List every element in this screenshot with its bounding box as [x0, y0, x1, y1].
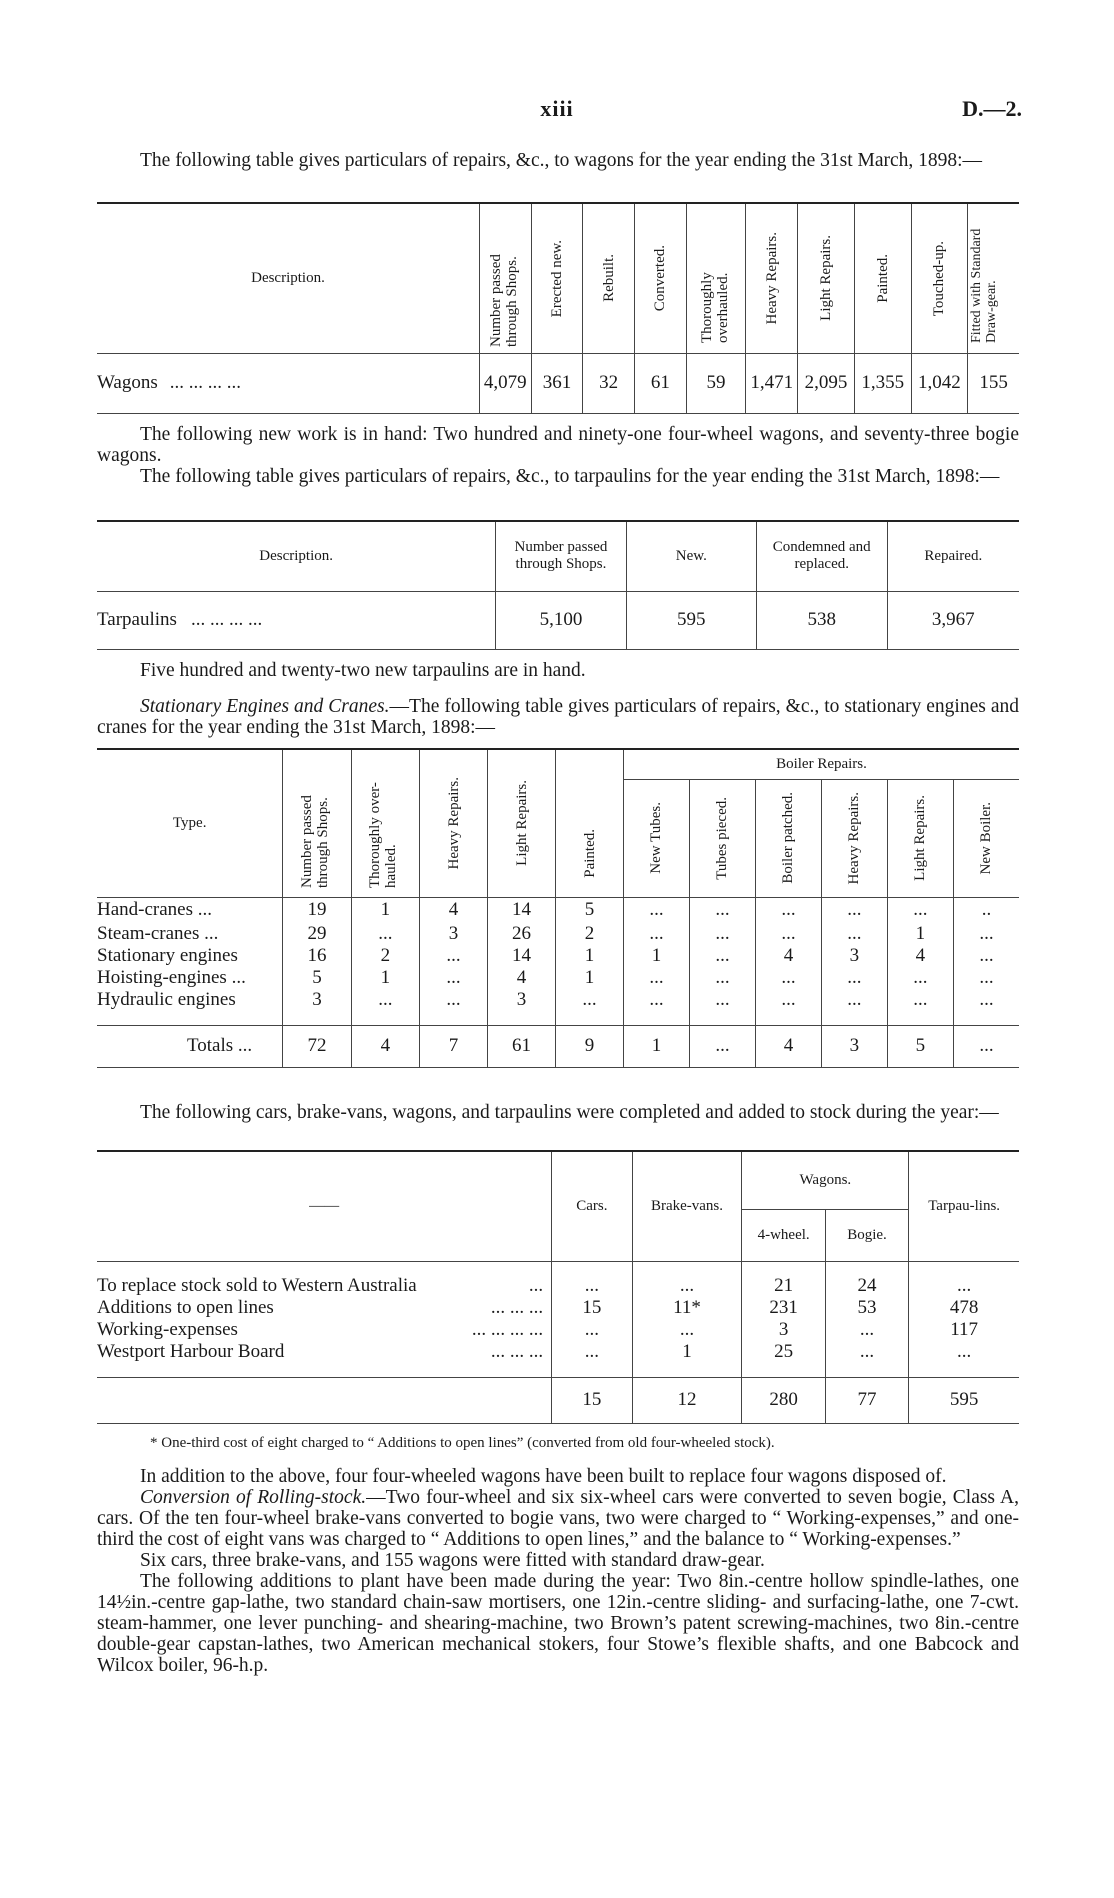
stat-cell: 1: [556, 945, 624, 967]
stock-total-cell: 15: [552, 1377, 632, 1423]
wagons-val-touched: 1,042: [911, 353, 968, 413]
stock-intro-text: The following cars, brake-vans, wagons, and tarpaulins were completed and added to stock during the year:—: [140, 1102, 999, 1123]
wagons-row-leaders: ... ... ... ...: [169, 372, 241, 393]
tarpaulins-row: [97, 591, 1019, 649]
conversion-heading: Conversion of Rolling-stock.: [140, 1487, 367, 1508]
wagons-col-drawgear: Fitted with Standard Draw-gear.: [968, 228, 999, 344]
stat-total-cell: 72: [283, 1025, 351, 1067]
stat-col-type: Type.: [97, 749, 283, 897]
stat-col-light: Light Repairs.: [513, 780, 530, 867]
wagons-val-painted: 1,355: [854, 353, 911, 413]
stat-col-boiler-group: Boiler Repairs.: [623, 749, 1019, 779]
wagons-col-erected: Erected new.: [548, 239, 565, 317]
stock-col-brake-vans: Brake-vans.: [632, 1151, 742, 1261]
stat-cell: ...: [953, 945, 1019, 967]
stock-total-cell: 77: [825, 1377, 908, 1423]
stat-cell: ...: [755, 967, 821, 989]
stock-table-row: [97, 1319, 1019, 1341]
stat-row-label: Hydraulic engines: [97, 989, 236, 1010]
stock-cell: ...: [825, 1319, 908, 1341]
stock-totals-row: [97, 1377, 1019, 1423]
stat-col-heavy: Heavy Repairs.: [445, 777, 462, 870]
stat-col-boiler-heavy: Heavy Repairs.: [846, 791, 863, 885]
stock-cell: ...: [552, 1275, 632, 1297]
stat-cell: ...: [887, 897, 953, 923]
stock-row-lead: ... ... ... ...: [471, 1319, 544, 1340]
stat-table-row: [97, 923, 1019, 945]
stationary-heading: Stationary Engines and Cranes.: [140, 696, 390, 717]
stat-col-painted: Painted.: [581, 828, 598, 878]
stock-cell: 21: [742, 1275, 825, 1297]
stat-cell: ...: [887, 967, 953, 989]
wagons-col-converted: Converted.: [652, 245, 669, 312]
stat-cell: 3: [420, 923, 488, 945]
stat-cell: 3: [488, 989, 556, 1011]
drawgear-text: Six cars, three brake-vans, and 155 wagons were fitted with standard draw-gear.: [140, 1550, 765, 1571]
stock-cell: ...: [909, 1275, 1019, 1297]
stat-col-new-tubes: New Tubes.: [648, 802, 665, 874]
stat-cell: 4: [887, 945, 953, 967]
stat-table-row: [97, 897, 1019, 923]
stat-cell: ...: [420, 989, 488, 1011]
stat-cell: 3: [821, 945, 887, 967]
stock-row-lead: ...: [528, 1275, 544, 1296]
tarpaulins-note-paragraph: [97, 660, 1019, 681]
stat-cell: ...: [420, 945, 488, 967]
stock-spacer-row: [97, 1261, 1019, 1275]
stat-cell: 1: [351, 967, 419, 989]
stationary-rows: [97, 897, 1019, 1025]
stock-col-wagons-group: Wagons.: [742, 1151, 909, 1209]
stat-col-overhauled: Thoroughly over-hauled.: [367, 782, 400, 889]
wagons-col-touched: Touched-up.: [931, 240, 948, 316]
stat-cell: ...: [755, 897, 821, 923]
tarp-col-new: New.: [626, 521, 756, 591]
tarp-val-condemned: 538: [756, 591, 887, 649]
stat-row-label: Hand-cranes: [97, 899, 194, 921]
intro-wagons-text: The following table gives particulars of repairs, &c., to wagons for the year ending the 31st March, 1898:—: [140, 150, 983, 171]
closing-paragraphs: [97, 1466, 1019, 1676]
wagons-col-passed: Number passed through Shops.: [488, 254, 521, 348]
stationary-text: Stationary Engines and Cranes.—The following table gives particulars of repairs, &c., to stationary engines and cranes for the year ending the 31st March, 1898:—: [97, 696, 1019, 738]
stat-cell: ...: [689, 923, 755, 945]
stat-spacer-row: [97, 1011, 1019, 1025]
stat-total-cell: 7: [420, 1025, 488, 1067]
stat-cell: ...: [623, 923, 689, 945]
stat-row-lead: ...: [197, 899, 213, 921]
stat-total-cell: 5: [887, 1025, 953, 1067]
wagons-val-rebuilt: 32: [583, 353, 635, 413]
wagons-val-light: 2,095: [798, 353, 855, 413]
stat-cell: ...: [755, 923, 821, 945]
stock-total-cell: 280: [742, 1377, 825, 1423]
stock-cell: ...: [825, 1341, 908, 1363]
tarp-val-repaired: 3,967: [887, 591, 1019, 649]
wagons-col-light: Light Repairs.: [817, 235, 834, 322]
wagons-table: [97, 202, 1019, 414]
conversion-text: Conversion of Rolling-stock.—Two four-wheel and six six-wheel cars were converted to seven bogie, Class A, cars. Of the ten four-wheel brake-vans converted to bogie vans, two were charged to “ Working-expenses,” and one-third the cost of eight vans was charged to “ Additions to open lines,” and the balance to “ Working-expenses.”: [97, 1487, 1019, 1550]
stock-cell: ...: [632, 1319, 742, 1341]
stock-cell: 25: [742, 1341, 825, 1363]
stat-cell: ..: [953, 897, 1019, 923]
stock-cell: 231: [742, 1297, 825, 1319]
stat-table-row: [97, 967, 1019, 989]
wagons-val-erected: 361: [531, 353, 583, 413]
stock-row-lead: ... ... ...: [490, 1297, 544, 1318]
stock-cell: ...: [552, 1319, 632, 1341]
stat-cell: 1: [887, 923, 953, 945]
tarpaulins-table: [97, 520, 1019, 650]
stock-cell: 53: [825, 1297, 908, 1319]
stat-cell: ...: [821, 989, 887, 1011]
stat-cell: ...: [821, 923, 887, 945]
stock-cell: 3: [742, 1319, 825, 1341]
wagons-col-description: Description.: [251, 269, 325, 286]
intro-tarpaulins-text: The following table gives particulars of repairs, &c., to tarpaulins for the year ending the 31st March, 1898:—: [140, 466, 1000, 487]
stock-cell: ...: [909, 1341, 1019, 1363]
stat-cell: ...: [351, 923, 419, 945]
stock-cell: 15: [552, 1297, 632, 1319]
stat-row-label: Stationary engines: [97, 945, 238, 966]
stock-row-label: Working-expenses: [97, 1319, 238, 1340]
stat-cell: 4: [755, 945, 821, 967]
stat-cell: 4: [420, 897, 488, 923]
stat-cell: 26: [488, 923, 556, 945]
stock-col-bogie: Bogie.: [825, 1209, 908, 1261]
wagons-col-painted: Painted.: [874, 253, 891, 303]
stock-total-cell: 595: [909, 1377, 1019, 1423]
stat-row-label: Steam-cranes: [97, 923, 200, 944]
stock-intro-paragraph: [97, 1102, 1019, 1123]
stat-total-cell: 4: [351, 1025, 419, 1067]
tarp-col-repaired: Repaired.: [887, 521, 1019, 591]
stock-row-label: Westport Harbour Board: [97, 1341, 285, 1362]
stat-totals-row: Totals ... 72 4 7 61 9 1 ... 4 3 5 ...: [97, 1025, 1019, 1067]
stat-cell: ...: [689, 967, 755, 989]
stock-cell: 478: [909, 1297, 1019, 1319]
stat-row-label: Hoisting-engines: [97, 967, 227, 988]
tarp-col-condemned: Condemned and replaced.: [756, 521, 887, 591]
wagons-val-converted: 61: [634, 353, 686, 413]
stock-table-row: [97, 1341, 1019, 1363]
stat-cell: 5: [556, 897, 624, 923]
stock-row-label: Additions to open lines: [97, 1297, 274, 1318]
stock-cell: 11*: [632, 1297, 742, 1319]
tarp-val-new: 595: [626, 591, 756, 649]
stock-col-tarpaulins: Tarpau-lins.: [909, 1151, 1019, 1261]
stat-table-row: [97, 945, 1019, 967]
new-work-text: The following new work is in hand: Two hundred and ninety-one four-wheel wagons, and seventy-three bogie wagons.: [97, 424, 1019, 466]
stat-cell: 16: [283, 945, 351, 967]
stat-total-cell: 4: [755, 1025, 821, 1067]
stat-cell: 3: [283, 989, 351, 1011]
stat-cell: 14: [488, 897, 556, 923]
stat-cell: 2: [351, 945, 419, 967]
wagons-row-label: Wagons: [97, 372, 158, 393]
intro-wagons-paragraph: [97, 150, 1019, 171]
stat-cell: ...: [689, 945, 755, 967]
wagons-col-overhauled: Thoroughly overhauled.: [699, 272, 732, 344]
wagons-col-rebuilt: Rebuilt.: [600, 254, 617, 303]
stat-total-cell: 61: [488, 1025, 556, 1067]
stat-cell: ...: [953, 989, 1019, 1011]
stock-row-label: To replace stock sold to Western Australia: [97, 1275, 417, 1296]
tarp-row-label: Tarpaulins: [97, 609, 177, 630]
stat-total-cell: ...: [953, 1025, 1019, 1067]
stationary-table: [97, 748, 1019, 1068]
tarp-row-leaders: ... ... ... ...: [190, 609, 263, 630]
stat-total-cell: 3: [821, 1025, 887, 1067]
document-reference: D.—2.: [962, 96, 1022, 121]
stat-cell: ...: [821, 967, 887, 989]
stat-totals-label: Totals: [187, 1035, 234, 1056]
stat-cell: ...: [689, 989, 755, 1011]
stock-row-lead: ... ... ...: [490, 1341, 544, 1362]
stat-cell: ...: [556, 989, 624, 1011]
stat-row-lead: ...: [231, 967, 246, 988]
footnote: * One-third cost of eight charged to “ Additions to open lines” (converted from old four-wheeled stock).: [150, 1435, 775, 1451]
stat-cell: ...: [755, 989, 821, 1011]
stat-col-boiler-patched: Boiler patched.: [780, 792, 797, 884]
stat-row-lead: ...: [204, 923, 219, 944]
stock-table-row: [97, 1275, 1019, 1297]
stat-cell: ...: [623, 989, 689, 1011]
stock-col-cars: Cars.: [552, 1151, 632, 1261]
stat-cell: 29: [283, 923, 351, 945]
stat-cell: ...: [420, 967, 488, 989]
page-number: xiii: [540, 96, 574, 121]
stock-spacer-row: [97, 1363, 1019, 1377]
stat-col-boiler-light: Light Repairs.: [912, 795, 929, 881]
stat-cell: ...: [623, 967, 689, 989]
stat-cell: ...: [821, 897, 887, 923]
stat-cell: ...: [623, 897, 689, 923]
stock-table: [97, 1150, 1019, 1424]
stat-col-new-boiler: New Boiler.: [978, 801, 995, 875]
stat-cell: 2: [556, 923, 624, 945]
stat-cell: 5: [283, 967, 351, 989]
wagons-val-overhauled: 59: [686, 353, 746, 413]
stock-cell: 117: [909, 1319, 1019, 1341]
wagons-row: [97, 353, 1019, 413]
stat-cell: ...: [953, 967, 1019, 989]
stat-cell: 1: [623, 945, 689, 967]
new-work-paragraph: [97, 424, 1019, 487]
stat-cell: 19: [283, 897, 351, 923]
stat-col-tubes-pieced: Tubes pieced.: [714, 796, 731, 880]
tarp-val-passed: 5,100: [496, 591, 626, 649]
stock-cell: ...: [632, 1275, 742, 1297]
stock-col-four-wheel: 4-wheel.: [742, 1209, 825, 1261]
stat-cell: ...: [351, 989, 419, 1011]
stat-cell: ...: [689, 897, 755, 923]
stat-cell: 4: [488, 967, 556, 989]
plant-text: The following additions to plant have been made during the year: Two 8in.-centre hollow spindle-lathes, one 14½in.-centre gap-lathe, two standard chain-saw mortisers, one 12in.-centre sliding- and surfacing-lathe, one 7-cwt. steam-hammer, one lever punching- and shearing-machine, two Brown’s patent screwing-machines, two 8in.-centre double-gear capstan-lathes, two American mechanical stokers, four Stowe’s flexible shafts, and one Babcock and Wilcox boiler, 96-h.p.: [97, 1571, 1019, 1676]
wagons-val-heavy: 1,471: [746, 353, 798, 413]
tarp-col-description: Description.: [259, 547, 333, 564]
stat-cell: ...: [887, 989, 953, 1011]
tarpaulins-note-text: Five hundred and twenty-two new tarpaulins are in hand.: [140, 660, 586, 681]
stock-cell: 1: [632, 1341, 742, 1363]
stationary-paragraph: [97, 696, 1019, 738]
wagons-val-drawgear: 155: [968, 353, 1019, 413]
wagons-val-passed: 4,079: [479, 353, 531, 413]
stat-cell: ...: [953, 923, 1019, 945]
stat-total-cell: 1: [623, 1025, 689, 1067]
stock-total-cell: 12: [632, 1377, 742, 1423]
stock-col-desc: ——: [97, 1151, 552, 1261]
stat-cell: 1: [556, 967, 624, 989]
stock-cell: ...: [552, 1341, 632, 1363]
stat-cell: 1: [351, 897, 419, 923]
wagons-col-heavy: Heavy Repairs.: [763, 232, 780, 325]
stat-table-row: [97, 989, 1019, 1011]
stat-col-passed: Number passed through Shops.: [299, 795, 332, 889]
stat-total-cell: 9: [556, 1025, 624, 1067]
stock-cell: 24: [825, 1275, 908, 1297]
stat-total-cell: ...: [689, 1025, 755, 1067]
stock-table-row: [97, 1297, 1019, 1319]
addition-text: In addition to the above, four four-wheeled wagons have been built to replace four wagons disposed of.: [140, 1466, 947, 1487]
tarp-col-passed: Number passed through Shops.: [496, 521, 626, 591]
stock-rows: [97, 1261, 1019, 1377]
stat-cell: 14: [488, 945, 556, 967]
